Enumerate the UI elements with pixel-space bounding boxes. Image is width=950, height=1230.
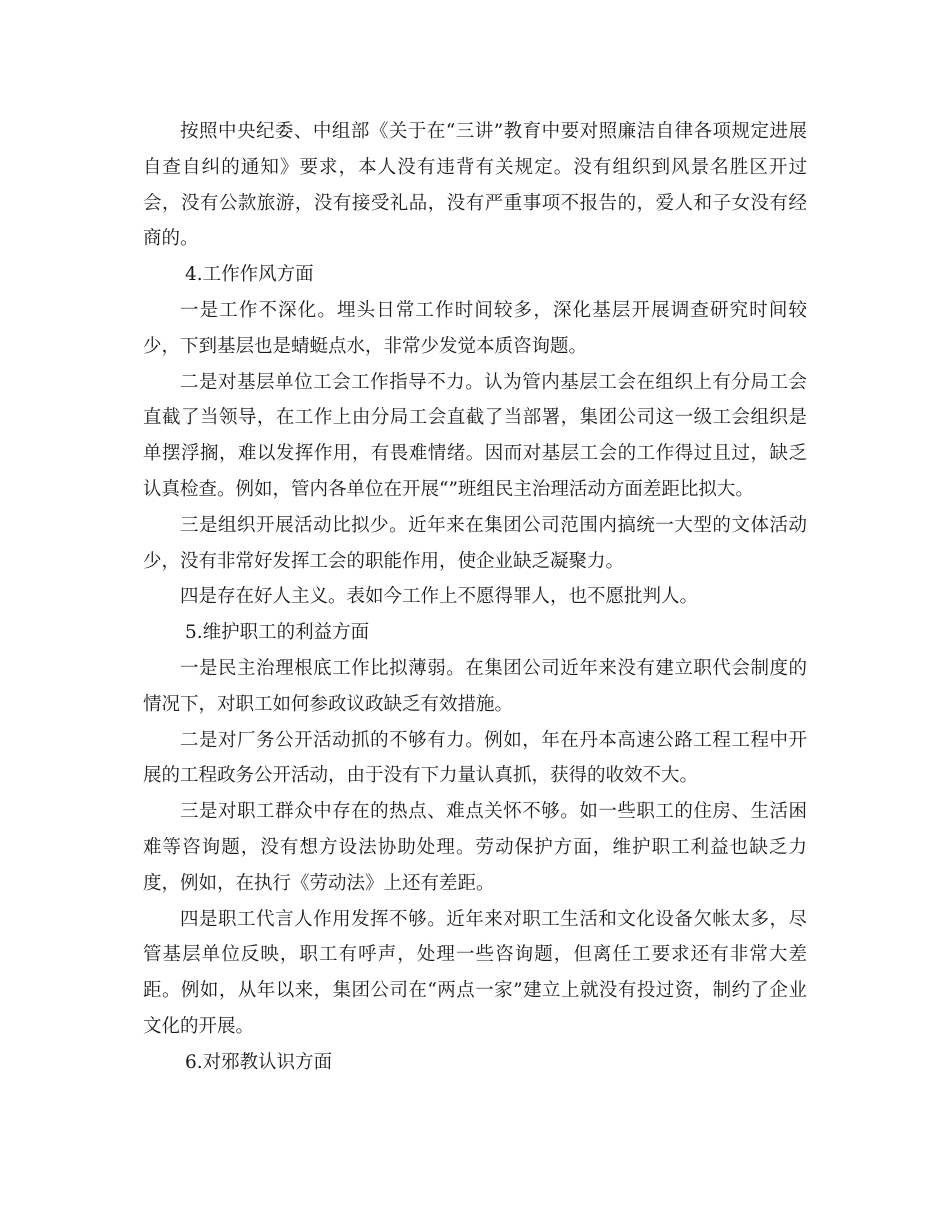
paragraph-worker-interests-2: 二是对厂务公开活动抓的不够有力。例如，年在丹本高速公路工程工程中开展的工程政务公开活动，由于没有下力量认真抓，获得的收效不大。 [143,729,807,787]
paragraph-work-style-3: 三是组织开展活动比拟少。近年来在集团公司范围内搞统一大型的文体活动少，没有非常好发挥工会的职能作用，使企业缺乏凝聚力。 [143,514,807,572]
section-heading-cult-awareness: 6.对邪教认识方面 [185,1051,333,1073]
paragraph-work-style-1: 一是工作不深化。埋头日常工作时间较多，深化基层开展调查研究时间较少，下到基层也是蜻蜓点水，非常少发觉本质咨询题。 [143,299,807,357]
paragraph-worker-interests-1: 一是民主治理根底工作比拟薄弱。在集团公司近年来没有建立职代会制度的情况下，对职工如何参政议政缺乏有效措施。 [143,657,807,715]
section-heading-work-style: 4.工作作风方面 [185,264,314,286]
section-heading-worker-interests: 5.维护职工的利益方面 [185,622,370,644]
paragraph-work-style-2: 二是对基层单位工会工作指导不力。认为管内基层工会在组织上有分局工会直截了当领导，在工作上由分局工会直截了当部署，集团公司这一级工会组织是单摆浮搁，难以发挥作用，有畏难情绪。因而对基层工会的工作得过且过，缺乏认真检查。例如，管内各单位在开展“”班组民主治理活动方面差距比拟大。 [143,371,807,500]
paragraph-work-style-4: 四是存在好人主义。表如今工作上不愿得罪人，也不愿批判人。 [180,586,699,608]
paragraph-worker-interests-3: 三是对职工群众中存在的热点、难点关怀不够。如一些职工的住房、生活困难等咨询题，没有想方设法协助处理。劳动保护方面，维护职工利益也缺乏力度，例如，在执行《劳动法》上还有差距。 [143,801,807,894]
paragraph-self-inspection: 按照中央纪委、中组部《关于在“三讲”教育中要对照廉洁自律各项规定进展自查自纠的通知》要求，本人没有违背有关规定。没有组织到风景名胜区开过会，没有公款旅游，没有接受礼品，没有严重事项不报告的，爱人和子女没有经商的。 [143,121,807,250]
document-body [143,114,807,1081]
paragraph-worker-interests-4: 四是职工代言人作用发挥不够。近年来对职工生活和文化设备欠帐太多，尽管基层单位反映，职工有呼声，处理一些咨询题，但离任工要求还有非常大差距。例如，从年以来，集团公司在“两点一家”建立上就没有投过资，制约了企业文化的开展。 [143,908,807,1037]
